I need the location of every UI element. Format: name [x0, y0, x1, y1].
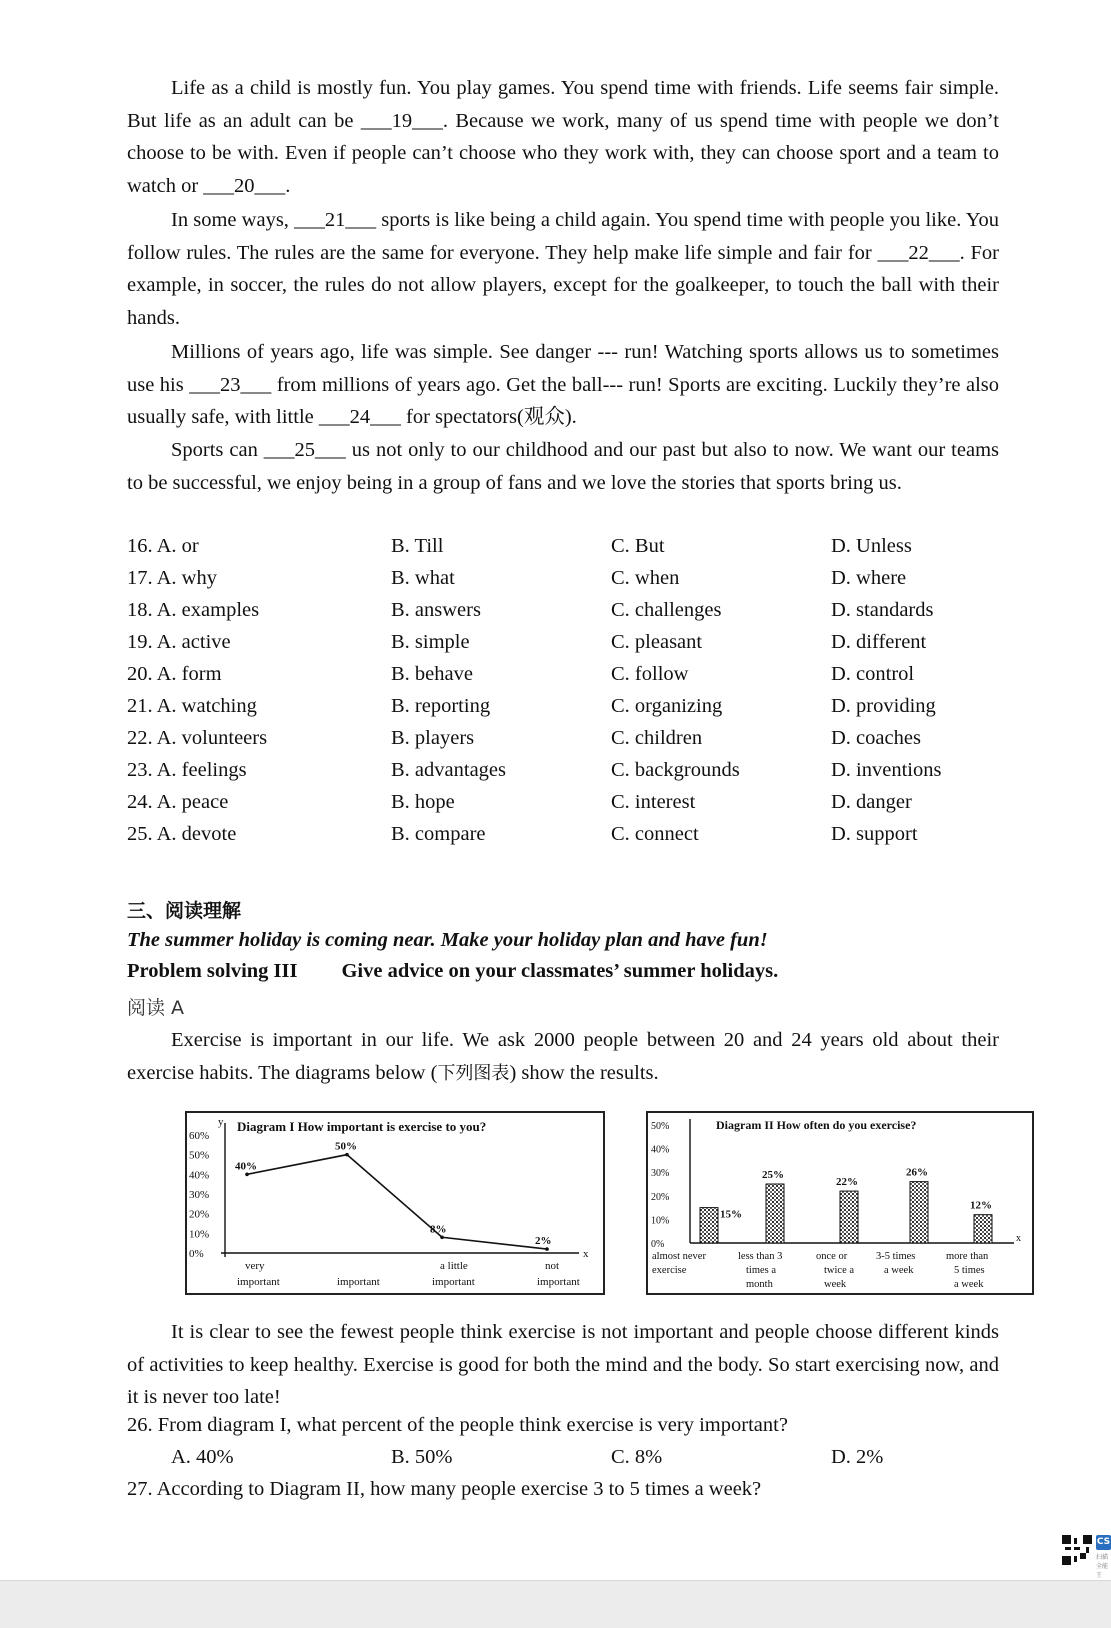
y-tick-label: 10% [189, 1228, 210, 1241]
category-label: twice a [824, 1265, 855, 1276]
bar [910, 1182, 928, 1243]
option-a[interactable]: 22. A. volunteers [127, 727, 268, 749]
option-c[interactable]: C. children [611, 727, 703, 749]
section-title: 三、阅读理解 [127, 900, 242, 922]
bar [974, 1215, 992, 1243]
category-label: a week [954, 1279, 984, 1290]
option-row-22 [127, 727, 1007, 759]
data-label: 40% [235, 1160, 257, 1173]
y-tick-label: 20% [189, 1208, 210, 1221]
category-label: important [237, 1276, 280, 1288]
option-c[interactable]: C. interest [611, 791, 696, 813]
option-row-25 [127, 823, 1007, 855]
question-26-options [171, 1446, 1051, 1478]
option-d[interactable]: D. Unless [831, 535, 912, 557]
option-b[interactable]: B. hope [391, 791, 455, 813]
category-label: less than 3 [738, 1251, 783, 1262]
category-label: not [545, 1260, 560, 1272]
option-b[interactable]: B. simple [391, 631, 470, 653]
data-label: 50% [335, 1140, 357, 1153]
category-label: a week [884, 1265, 914, 1276]
option-b[interactable]: B. Till [391, 535, 444, 557]
series-line [247, 1155, 547, 1249]
option-b[interactable]: B. answers [391, 599, 481, 621]
bottom-bar [0, 1580, 1111, 1628]
x-axis-symbol: x [583, 1248, 589, 1260]
blank-19: ___19___ [360, 109, 443, 132]
data-label: 2% [535, 1235, 552, 1248]
chart-title: Diagram II How often do you exercise? [716, 1118, 917, 1132]
option-row-19 [127, 631, 1007, 663]
y-tick-label: 30% [651, 1168, 670, 1180]
option-d[interactable]: D. coaches [831, 727, 921, 749]
option-row-20 [127, 663, 1007, 695]
question-26: 26. From diagram I, what percent of the people think exercise is very important? [127, 1414, 788, 1436]
blank-20: ___20___ [203, 174, 286, 197]
problem-text: Give advice on your classmates’ summer holidays. [341, 960, 779, 982]
y-tick-label: 50% [189, 1149, 210, 1162]
cloze-paragraph-4: Sports can ___25___ us not only to our childhood and our past but also to now. We want our teams to be successful, we enjoy being in a group of fans and we love the stories that sports bring us. [127, 439, 999, 494]
category-label: once or [816, 1251, 848, 1262]
category-label: month [746, 1279, 773, 1290]
data-label: 15% [720, 1208, 742, 1221]
cloze-paragraph-3: Millions of years ago, life was simple. See danger --- run! Watching sports allows us to sometimes use his ___23___ from millions of years ago. Get the ball--- run! Sports are exciting. Luckily they’re also usually safe, with little ___24___ for spectators(观众). [127, 341, 999, 429]
data-point [345, 1153, 349, 1157]
option-b[interactable]: B. what [391, 567, 455, 589]
y-tick-label: 40% [651, 1144, 670, 1156]
option-a[interactable]: 17. A. why [127, 567, 217, 589]
blank-23: ___23___ [189, 373, 272, 396]
category-label: important [337, 1276, 380, 1288]
option-c[interactable]: C. backgrounds [611, 759, 740, 781]
data-label: 22% [836, 1176, 858, 1189]
option-c[interactable]: C. But [611, 535, 665, 557]
option-a[interactable]: 23. A. feelings [127, 759, 247, 781]
option-c[interactable]: C. pleasant [611, 631, 703, 653]
option-row-24 [127, 791, 1007, 823]
category-label: 5 times [954, 1265, 985, 1276]
option-d[interactable]: D. different [831, 631, 927, 653]
diagram-1 [185, 1111, 605, 1295]
camscanner-logo: CS [1096, 1535, 1111, 1550]
data-label: 8% [430, 1223, 447, 1236]
option-d[interactable]: D. inventions [831, 759, 942, 781]
option-d[interactable]: D. 2% [831, 1446, 884, 1468]
option-d[interactable]: D. providing [831, 695, 936, 717]
option-c[interactable]: C. 8% [611, 1446, 663, 1468]
option-c[interactable]: C. connect [611, 823, 699, 845]
chart-title: Diagram I How important is exercise to you? [237, 1119, 487, 1134]
option-row-17 [127, 567, 1007, 599]
option-d[interactable]: D. support [831, 823, 918, 845]
y-tick-label: 60% [189, 1130, 210, 1142]
reading-a-title: 阅读 A [127, 997, 185, 1019]
category-label: exercise [652, 1265, 687, 1276]
y-tick-label: 30% [189, 1189, 210, 1201]
bar [700, 1208, 718, 1243]
option-a[interactable]: A. 40% [171, 1446, 234, 1468]
option-row-21 [127, 695, 1007, 727]
category-label: important [432, 1276, 475, 1288]
option-d[interactable]: D. danger [831, 791, 912, 813]
option-d[interactable]: D. where [831, 567, 907, 589]
italic-heading: The summer holiday is coming near. Make your holiday plan and have fun! [127, 929, 768, 951]
option-a[interactable]: 19. A. active [127, 631, 231, 653]
option-a[interactable]: 16. A. or [127, 535, 199, 557]
option-c[interactable]: C. challenges [611, 599, 722, 621]
bar [766, 1184, 784, 1243]
blank-21: ___21___ [294, 209, 377, 231]
option-b[interactable]: B. reporting [391, 695, 491, 717]
blank-25: ___25___ [263, 439, 346, 461]
diagram-2-svg [648, 1113, 1032, 1293]
data-point [245, 1173, 249, 1177]
option-a[interactable]: 18. A. examples [127, 599, 260, 621]
option-row-23 [127, 759, 1007, 791]
reading-intro: Exercise is important in our life. We ask 2000 people between 20 and 24 years old about their exercise habits. The diagrams below (下列图表) show the results. [127, 1029, 999, 1084]
y-tick-label: 50% [651, 1121, 670, 1132]
option-row-18 [127, 599, 1007, 631]
question-27: 27. According to Diagram II, how many people exercise 3 to 5 times a week? [127, 1478, 762, 1500]
category-label: almost never [652, 1251, 706, 1262]
option-c[interactable]: C. follow [611, 663, 689, 685]
bar [840, 1191, 858, 1243]
diagram-1-svg [187, 1113, 603, 1293]
category-label: a little [440, 1260, 468, 1272]
option-a[interactable]: 20. A. form [127, 663, 222, 685]
option-d[interactable]: D. control [831, 663, 915, 685]
y-tick-label: 40% [189, 1169, 210, 1182]
category-label: more than [946, 1251, 989, 1262]
option-a[interactable]: 25. A. devote [127, 823, 237, 845]
y-tick-label: 0% [189, 1248, 204, 1260]
option-c[interactable]: C. when [611, 567, 680, 589]
category-label: very [245, 1260, 265, 1272]
option-b[interactable]: B. players [391, 727, 475, 749]
y-tick-label: 0% [651, 1239, 665, 1250]
data-label: 26% [906, 1166, 928, 1179]
problem-heading [127, 960, 778, 983]
option-d[interactable]: D. standards [831, 599, 934, 621]
camscanner-caption: 扫描全能王 [1096, 1554, 1109, 1579]
option-b[interactable]: B. compare [391, 823, 486, 845]
blank-24: ___24___ [318, 406, 401, 429]
y-axis-symbol: y [218, 1116, 224, 1128]
data-point [440, 1235, 444, 1239]
diagram-2 [646, 1111, 1034, 1295]
x-axis-symbol: x [1016, 1233, 1021, 1244]
option-c[interactable]: C. organizing [611, 695, 723, 717]
option-a[interactable]: 24. A. peace [127, 791, 229, 813]
option-b[interactable]: B. advantages [391, 759, 506, 781]
option-a[interactable]: 21. A. watching [127, 695, 257, 717]
category-label: times a [746, 1265, 777, 1276]
cloze-paragraph-1: Life as a child is mostly fun. You play games. You spend time with friends. Life seems fair simple. But life as an adult can be ___19___. Because we work, many of us spend time with people we don’t choose to be with. Even if people can’t choose who they work with, they can choose sport and a team to watch or ___20___. [127, 77, 999, 197]
y-tick-label: 10% [651, 1215, 670, 1227]
data-point [545, 1247, 549, 1251]
category-label: week [824, 1279, 847, 1290]
data-label: 12% [970, 1199, 992, 1212]
option-row-16 [127, 535, 1007, 567]
category-label: important [537, 1276, 580, 1288]
blank-22: ___22___ [877, 241, 960, 264]
data-label: 25% [762, 1169, 784, 1181]
option-b[interactable]: B. behave [391, 663, 473, 685]
option-b[interactable]: B. 50% [391, 1446, 453, 1468]
y-tick-label: 20% [651, 1191, 670, 1203]
reading-conclusion: It is clear to see the fewest people think exercise is not important and people choose different kinds of activities to keep healthy. Exercise is good for both the mind and the body. So start exercising now, and it is never too late! [127, 1321, 999, 1409]
category-label: 3-5 times [876, 1251, 916, 1262]
problem-label: Problem solving III [127, 960, 298, 982]
qr-code-icon [1062, 1535, 1092, 1565]
cloze-paragraph-2: In some ways, ___21___ sports is like being a child again. You spend time with people you like. You follow rules. The rules are the same for everyone. They help make life simple and fair for ___22___. For example, in soccer, the rules do not allow players, except for the goalkeeper, to touch the ball with their hands. [127, 209, 999, 329]
